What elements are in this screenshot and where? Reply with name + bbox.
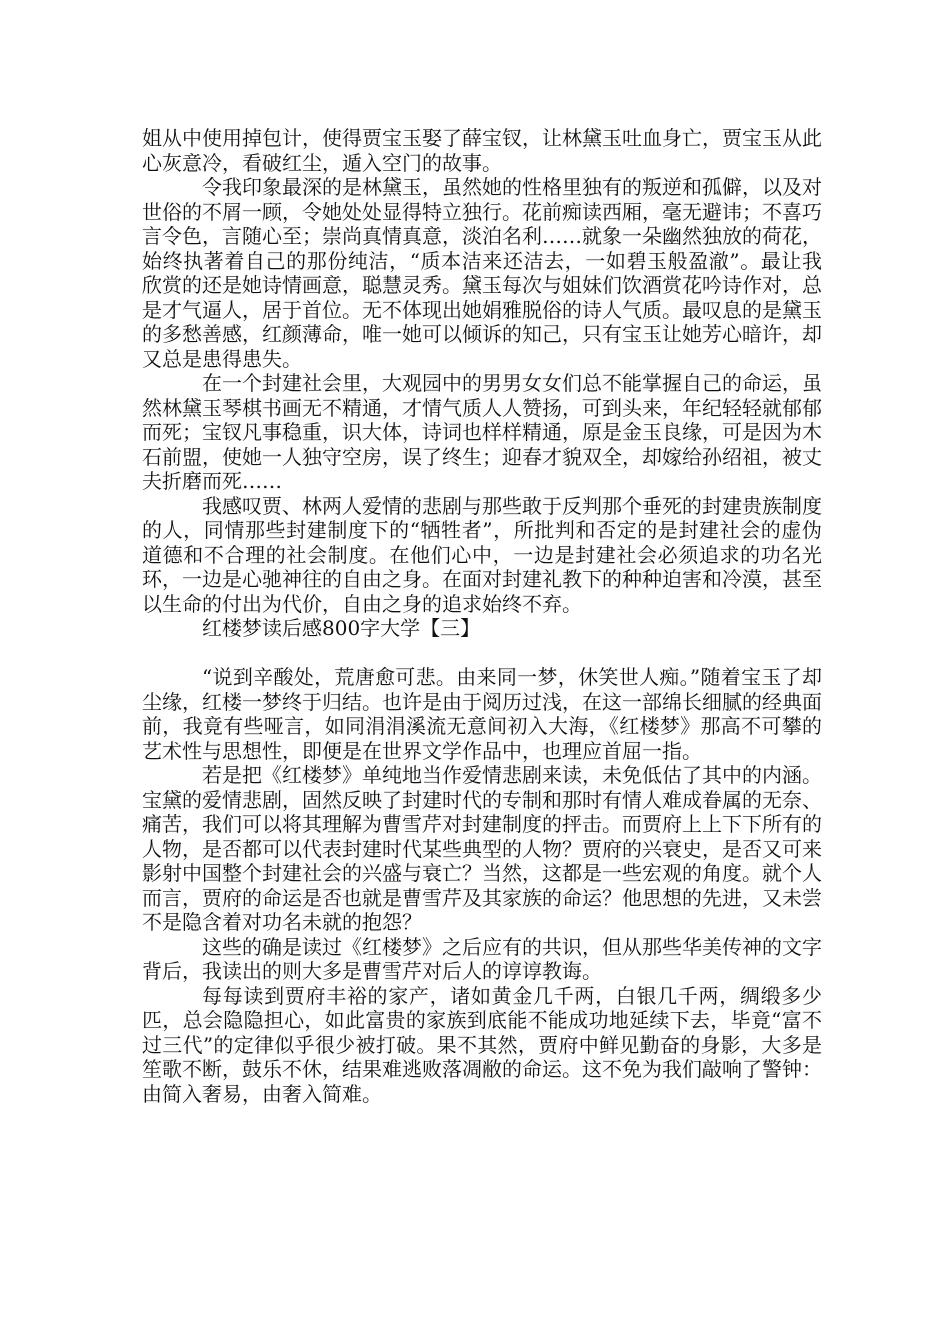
section-spacer	[142, 641, 822, 666]
paragraph-opening-quote: “说到辛酸处，荒唐愈可悲。由来同一梦，休笑世人痴。”随着宝玉了却尘缘，红楼一梦终于归结。也许是由于阅历过浅，在这一部绵长细腻的经典面前，我竟有些哑言，如同涓涓溪流无意间初入大海，《红楼梦》那高不可攀的艺术性与思想性，即便是在世界文学作品中，也理应首屈一指。	[142, 665, 822, 763]
paragraph-interpretation: 若是把《红楼梦》单纯地当作爱情悲剧来读，未免低估了其中的内涵。宝黛的爱情悲剧，固然反映了封建时代的专制和那时有情人难成眷属的无奈、痛苦，我们可以将其理解为曹雪芹对封建制度的抨击。而贾府上上下下所有的人物，是否都可以代表封建时代某些典型的人物？贾府的兴衰史，是否又可来影射中国整个封建社会的兴盛与衰亡？当然，这都是一些宏观的角度。就个人而言，贾府的命运是否也就是曹雪芹及其家族的命运？他思想的先进，又未尝不是隐含着对功名未就的抱怨？	[142, 763, 822, 934]
paragraph-feudal-society: 在一个封建社会里，大观园中的男男女女们总不能掌握自己的命运，虽然林黛玉琴棋书画无不精通，才情气质人人赞扬，可到头来，年纪轻轻就郁郁而死；宝钗凡事稳重，识大体，诗词也样样精通，原是金玉良缘，可是因为木石前盟，使她一人独守空房，误了终生；迎春才貌双全，却嫁给孙绍祖，被丈夫折磨而死……	[142, 371, 822, 493]
paragraph-lin-daiyu: 令我印象最深的是林黛玉，虽然她的性格里独有的叛逆和孤僻，以及对世俗的不屑一顾，令她处处显得特立独行。花前痴读西厢，毫无避讳；不喜巧言令色，言随心至；崇尚真情真意，淡泊名利……就象一朵幽然独放的荷花，始终执著着自己的那份纯洁，“质本洁来还洁去，一如碧玉般盈澈”。最让我欣赏的还是她诗情画意，聪慧灵秀。黛玉每次与姐妹们饮酒赏花吟诗作对，总是才气逼人，居于首位。无不体现出她娟雅脱俗的诗人气质。最叹息的是黛玉的多愁善感，红颜薄命，唯一她可以倾诉的知己，只有宝玉让她芳心暗许，却又总是患得患失。	[142, 175, 822, 371]
paragraph-continuation: 姐从中使用掉包计，使得贾宝玉娶了薛宝钗，让林黛玉吐血身亡，贾宝玉从此心灰意冷，看破红尘，遁入空门的故事。	[142, 126, 822, 175]
paragraph-consensus: 这些的确是读过《红楼梦》之后应有的共识，但从那些华美传神的文字背后，我读出的则大多是曹雪芹对后人的谆谆教诲。	[142, 934, 822, 983]
paragraph-warning: 每每读到贾府丰裕的家产，诸如黄金几千两，白银几千两，绸缎多少匹，总会隐隐担心，如此富贵的家族到底能不能成功地延续下去，毕竟“富不过三代”的定律似乎很少被打破。果不其然，贾府中鲜见勤奋的身影，大多是笙歌不断，鼓乐不休，结果难逃败落凋敝的命运。这不免为我们敲响了警钟：由简入奢易，由奢入简难。	[142, 983, 822, 1106]
paragraph-tragedy: 我感叹贾、林两人爱情的悲剧与那些敢于反判那个垂死的封建贵族制度的人，同情那些封建制度下的“牺牲者”，所批判和否定的是封建社会的虚伪道德和不合理的社会制度。在他们心中，一边是封建社会必须追求的功名光环，一边是心驰神往的自由之身。在面对封建礼教下的种种迫害和冷漠，甚至以生命的付出为代价，自由之身的追求始终不弃。	[142, 493, 822, 616]
section-title: 红楼梦读后感800字大学【三】	[202, 616, 481, 640]
document-body	[142, 126, 822, 1106]
